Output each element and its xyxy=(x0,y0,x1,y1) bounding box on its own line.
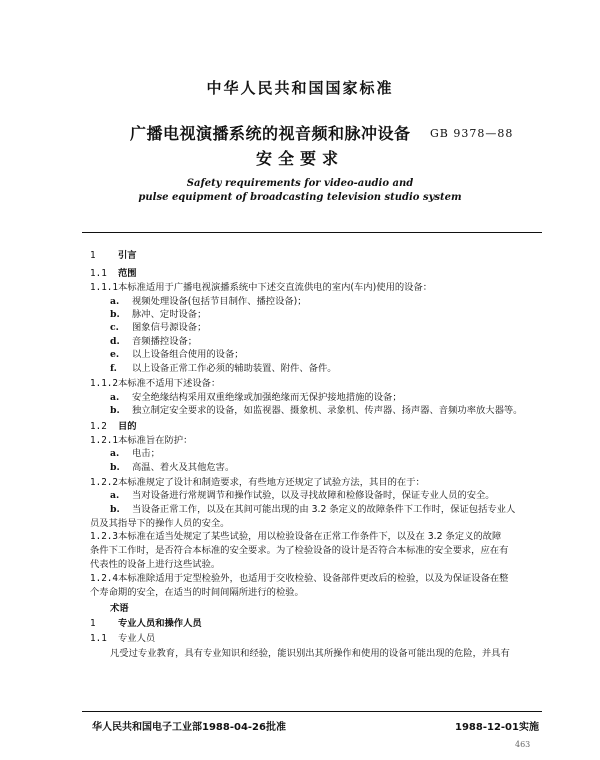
line-text: 独立制定安全要求的设备，如监视器、摄象机、录象机、传声器、扬声器、音频功率放大器等。 xyxy=(132,405,523,416)
english-title-line1: Safety requirements for video-audio and xyxy=(186,178,414,189)
line-text: 以上设备正常工作必须的辅助装置、附件、备件。 xyxy=(132,363,337,374)
body-line xyxy=(90,559,220,571)
line-text: 本标准除适用于定型检验外，也适用于交收检验、设备部件更改后的检验，以及为保证设备在整 xyxy=(118,573,509,584)
item-label: a. xyxy=(110,296,120,307)
body-line xyxy=(90,587,304,599)
line-text: 图象信号源设备； xyxy=(132,322,207,333)
line-text: 以上设备组合使用的设备； xyxy=(132,349,244,360)
item-label: b. xyxy=(110,405,120,416)
body-line xyxy=(110,504,515,516)
body-line xyxy=(110,462,234,474)
body-line xyxy=(110,363,337,375)
clause-number: 1.2 xyxy=(90,421,107,432)
body-line xyxy=(110,349,244,361)
line-text: 音频播控设备； xyxy=(132,336,198,347)
body-line xyxy=(110,336,197,348)
body-line xyxy=(110,296,307,308)
item-label: a. xyxy=(110,490,120,501)
item-label: a. xyxy=(110,448,120,459)
body-line xyxy=(90,435,192,447)
body-line xyxy=(110,603,129,615)
body-line xyxy=(90,282,432,294)
line-text: 当设备正常工作，以及在其间可能出现的由 3.2 条定义的故障条件下工作时，保证包括专业人 xyxy=(132,504,516,515)
line-text: 脉冲、定时设备； xyxy=(132,309,207,320)
item-label: a. xyxy=(110,392,120,403)
clause-number: 1.2.3 xyxy=(90,531,118,542)
body-line xyxy=(110,322,206,334)
item-label: d. xyxy=(110,336,120,347)
line-text: 个寿命期的安全，在适当的时间间隔所进行的检验。 xyxy=(90,587,304,598)
standard-code: GB 9378—88 xyxy=(430,127,514,140)
body-line xyxy=(110,490,495,502)
line-text: 本标准旨在防护： xyxy=(118,435,193,446)
item-label: b. xyxy=(110,309,120,320)
body-line xyxy=(90,633,155,645)
clause-number: 1.2.2 xyxy=(90,477,118,488)
item-label: c. xyxy=(110,322,119,333)
line-text: 电击； xyxy=(132,448,160,459)
clause-number: 1.2.4 xyxy=(90,573,118,584)
bottom-divider xyxy=(82,711,542,712)
clause-number: 1.1 xyxy=(90,633,107,644)
clause-number: 1 xyxy=(90,618,96,629)
clause-number: 1.1.1 xyxy=(90,282,118,293)
item-label: e. xyxy=(110,349,120,360)
line-text: 凡受过专业教育，具有专业知识和经验，能识别出其所操作和使用的设备可能出现的危险，并具有 xyxy=(110,648,510,659)
body-line xyxy=(90,268,137,280)
line-text: 当对设备进行常规调节和操作试验，以及寻找故障和检修设备时，保证专业人员的安全。 xyxy=(132,490,495,501)
body-line xyxy=(110,448,160,460)
body-line xyxy=(90,531,501,543)
clause-number: 1 xyxy=(90,250,96,261)
implementation-date: 1988-12-01实施 xyxy=(455,722,539,733)
body-line xyxy=(90,618,202,630)
item-label: f. xyxy=(110,363,117,374)
line-text: 术语 xyxy=(110,603,129,614)
national-standard-heading: 中华人民共和国国家标准 xyxy=(206,79,394,97)
line-text: 视频处理设备(包括节目制作、播控设备)； xyxy=(132,296,307,307)
line-text: 本标准在适当处规定了某些试验，用以检验设备在正常工作条件下，以及在 3.2 条定义的故障 xyxy=(118,531,502,542)
body-line xyxy=(90,378,220,390)
body-line xyxy=(90,477,425,489)
clause-number: 1.1.2 xyxy=(90,378,118,389)
line-text: 本标准适用于广播电视演播系统中下述交直流供电的室内(车内)使用的设备： xyxy=(118,282,433,293)
line-text: 引言 xyxy=(118,250,137,261)
body-line xyxy=(90,250,137,262)
clause-number: 1.2.1 xyxy=(90,435,118,446)
line-text: 专业人员和操作人员 xyxy=(118,618,202,629)
clause-number: 1.1 xyxy=(90,268,107,279)
line-text: 高温、着火及其他危害。 xyxy=(132,462,235,473)
line-text: 条件下工作时，是否符合本标准的安全要求。为了检验设备的设计是否符合本标准的安全要求，应在有 xyxy=(90,545,509,556)
line-text: 员及其指导下的操作人员的安全。 xyxy=(90,518,230,529)
body-line xyxy=(90,421,137,433)
body-line xyxy=(110,309,206,321)
english-title-line2: pulse equipment of broadcasting television studio system xyxy=(138,192,462,203)
line-text: 本标准规定了设计和制造要求，有些地方还规定了试验方法，其目的在于： xyxy=(118,477,425,488)
item-label: b. xyxy=(110,462,120,473)
body-line xyxy=(110,405,522,417)
line-text: 目的 xyxy=(118,421,137,432)
top-divider xyxy=(82,232,542,233)
line-text: 代表性的设备上进行这些试验。 xyxy=(90,559,221,570)
page-number: 463 xyxy=(515,740,531,749)
body-line xyxy=(90,518,229,530)
body-line xyxy=(110,648,510,660)
line-text: 专业人员 xyxy=(118,633,156,644)
body-line xyxy=(110,392,402,404)
approval-note: 华人民共和国电子工业部1988-04-26批准 xyxy=(92,722,286,733)
line-text: 范围 xyxy=(118,268,137,279)
body-line xyxy=(90,573,508,585)
body-line xyxy=(90,545,508,557)
line-text: 安全绝缘结构采用双重绝缘或加强绝缘而无保护接地措施的设备； xyxy=(132,392,402,403)
line-text: 本标准不适用下述设备： xyxy=(118,378,221,389)
document-title-line1: 广播电视演播系统的视音频和脉冲设备 xyxy=(130,124,411,143)
document-title-line2: 安全要求 xyxy=(255,149,344,168)
item-label: b. xyxy=(110,504,120,515)
